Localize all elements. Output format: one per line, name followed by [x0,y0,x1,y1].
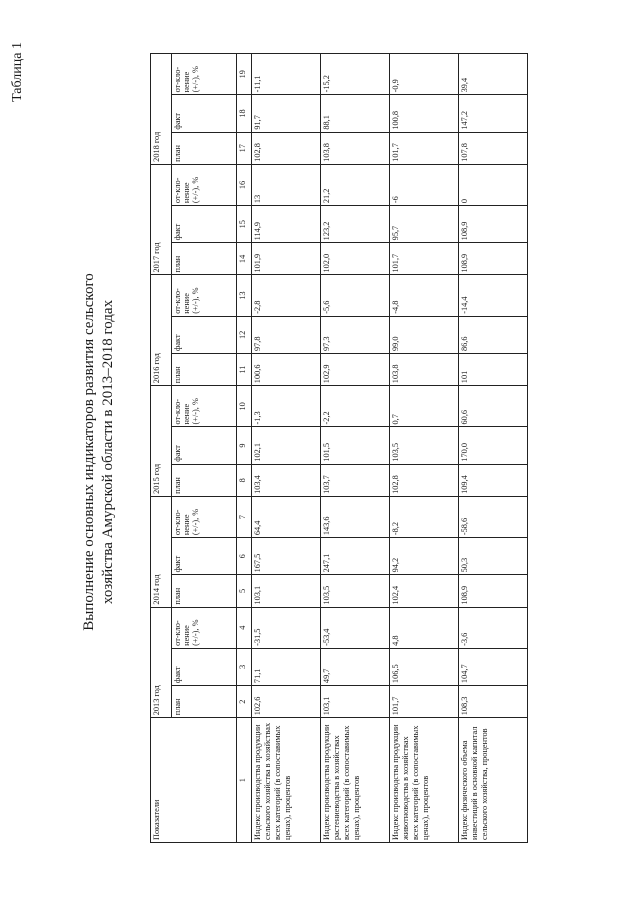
table-cell: 39,4 [459,54,528,95]
table-cell: 108,9 [459,243,528,275]
year-header: 2017 год [151,164,172,275]
table-cell: 103,8 [321,132,390,164]
fact-header: факт [172,648,237,685]
column-number: 2 [237,686,252,718]
table-cell: 97,8 [252,316,321,353]
fact-header: факт [172,427,237,464]
table-cell: 102,6 [252,686,321,718]
table-cell: -3,6 [459,607,528,648]
rotated-content [10,42,600,862]
deviation-header: от-кло-нение (+/-), % [172,496,237,537]
table-cell: 103,8 [390,354,459,386]
table-cell: 106,5 [390,648,459,685]
table-cell: 247,1 [321,538,390,575]
deviation-header: от-кло-нение (+/-), % [172,275,237,316]
table-cell: 103,1 [252,575,321,607]
table-cell: 86,6 [459,316,528,353]
table-cell: 103,5 [390,427,459,464]
table-cell: 170,0 [459,427,528,464]
year-header: 2015 год [151,386,172,497]
table-cell: 88,1 [321,95,390,132]
column-number: 1 [237,718,252,843]
deviation-header: от-кло-нение (+/-), % [172,54,237,95]
plan-header: план [172,243,237,275]
table-cell: 103,4 [252,464,321,496]
table-cell: 99,0 [390,316,459,353]
fact-header: факт [172,538,237,575]
table-cell: 101,7 [390,686,459,718]
fact-header: факт [172,95,237,132]
column-number: 14 [237,243,252,275]
table-cell: 100,6 [252,354,321,386]
title-line-1: Выполнение основных индикаторов развития сельского [81,273,97,631]
column-number: 7 [237,496,252,537]
table-cell: 102,0 [321,243,390,275]
indicator-header: Показатели [151,718,237,843]
table-cell: 102,1 [252,427,321,464]
plan-header: план [172,686,237,718]
table-cell: 108,9 [459,206,528,243]
table-cell: -14,4 [459,275,528,316]
indicator-label: Индекс производства продукции животноводства в хозяйствах всех категорий (в сопоставимых ценах), процентов [390,718,459,843]
table-cell: 108,3 [459,686,528,718]
table-cell: 101,9 [252,243,321,275]
table-cell: 100,8 [390,95,459,132]
table-cell: -1,3 [252,386,321,427]
table-cell: 147,2 [459,95,528,132]
column-number: 12 [237,316,252,353]
title-line-2: хозяйства Амурской области в 2013–2018 годах [100,299,116,605]
column-number: 5 [237,575,252,607]
year-header: 2016 год [151,275,172,386]
table-cell: -2,8 [252,275,321,316]
table-cell: 123,2 [321,206,390,243]
table-cell: -2,2 [321,386,390,427]
column-number: 8 [237,464,252,496]
column-number: 15 [237,206,252,243]
table-cell: 103,5 [321,575,390,607]
indicator-label: Индекс производства продукции сельского хозяйства в хозяйствах всех категорий (в сопоставимых ценах), процентов [252,718,321,843]
fact-header: факт [172,206,237,243]
table-cell: -5,6 [321,275,390,316]
deviation-header: от-кло-нение (+/-), % [172,164,237,205]
table-cell: 143,6 [321,496,390,537]
column-number: 3 [237,648,252,685]
table-cell: -31,5 [252,607,321,648]
column-number: 19 [237,54,252,95]
table-cell: 71,1 [252,648,321,685]
plan-header: план [172,354,237,386]
table-cell: -15,2 [321,54,390,95]
table-cell: 64,4 [252,496,321,537]
document-title [80,42,118,862]
table-row [390,54,459,843]
column-number: 18 [237,95,252,132]
indicator-label: Индекс физического объема инвестиций в основной капитал сельского хозяйства, процентов [459,718,528,843]
table-cell: 50,3 [459,538,528,575]
table-cell: -8,2 [390,496,459,537]
table-cell: 4,8 [390,607,459,648]
table-row [459,54,528,843]
table-cell: 102,4 [390,575,459,607]
table-cell: -6 [390,164,459,205]
table-cell: 95,7 [390,206,459,243]
table-row [252,54,321,843]
column-number: 16 [237,164,252,205]
table-cell: 0,7 [390,386,459,427]
table-cell: 109,4 [459,464,528,496]
year-header: 2013 год [151,607,172,718]
deviation-header: от-кло-нение (+/-), % [172,386,237,427]
table-cell: 103,7 [321,464,390,496]
table-cell: 108,9 [459,575,528,607]
plan-header: план [172,464,237,496]
table-cell: 101,5 [321,427,390,464]
table-cell: 103,1 [321,686,390,718]
indicator-label: Индекс производства продукции растениеводства в хозяйствах всех категорий (в сопоставимых ценах), процентов [321,718,390,843]
table-cell: 102,9 [321,354,390,386]
plan-header: план [172,575,237,607]
year-header: 2014 год [151,496,172,607]
table-cell: -58,6 [459,496,528,537]
table-cell: 94,2 [390,538,459,575]
table-cell: 102,8 [252,132,321,164]
column-number: 13 [237,275,252,316]
table-cell: 102,8 [390,464,459,496]
table-cell: 101,7 [390,243,459,275]
table-cell: 21,2 [321,164,390,205]
column-number: 4 [237,607,252,648]
table-row [321,54,390,843]
table-cell: 104,7 [459,648,528,685]
column-number: 9 [237,427,252,464]
table-cell: 13 [252,164,321,205]
table-cell: 97,3 [321,316,390,353]
deviation-header: от-кло-нение (+/-), % [172,607,237,648]
table-cell: 167,5 [252,538,321,575]
year-header: 2018 год [151,54,172,165]
table-cell: 60,6 [459,386,528,427]
column-number-row [237,54,252,843]
fact-header: факт [172,316,237,353]
table-cell: -53,4 [321,607,390,648]
table-cell: 91,7 [252,95,321,132]
table-cell: -11,1 [252,54,321,95]
plan-header: план [172,132,237,164]
indicators-table [150,53,528,843]
table-cell: -0,9 [390,54,459,95]
column-number: 10 [237,386,252,427]
table-cell: 114,9 [252,206,321,243]
table-cell: 49,7 [321,648,390,685]
column-number: 11 [237,354,252,386]
table-cell: 0 [459,164,528,205]
table-label: Таблица 1 [10,42,25,102]
table-cell: -4,8 [390,275,459,316]
column-number: 6 [237,538,252,575]
column-number: 17 [237,132,252,164]
table-cell: 107,8 [459,132,528,164]
table-cell: 101,7 [390,132,459,164]
table-cell: 101 [459,354,528,386]
